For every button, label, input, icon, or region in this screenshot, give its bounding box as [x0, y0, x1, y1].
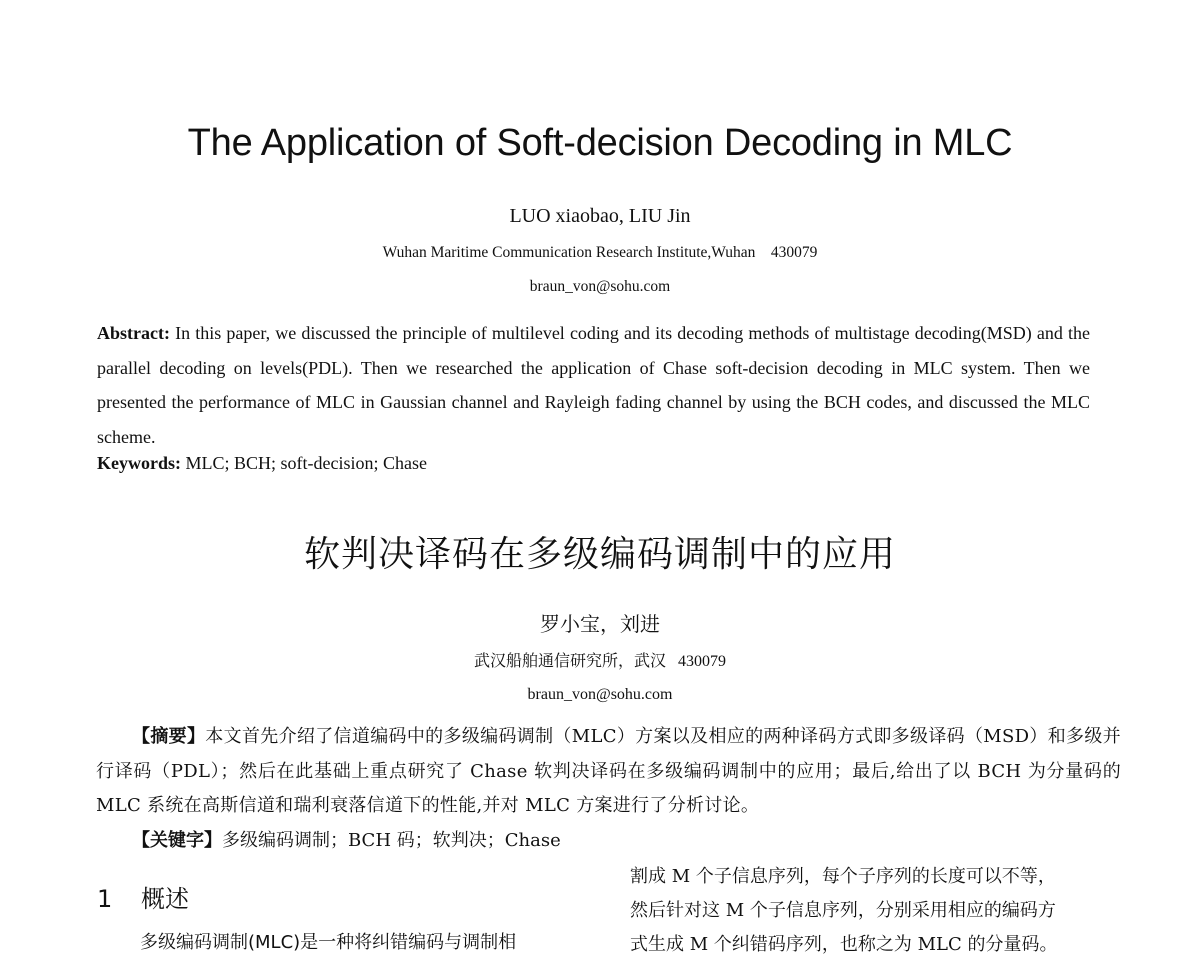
right-column-line: 割成 M 个子信息序列，每个子序列的长度可以不等， [630, 866, 1056, 887]
left-column-text: 多级编码调制(MLC)是一种将纠错编码与调制相 [140, 932, 517, 953]
section-title: 概述 [141, 885, 189, 913]
right-column-line: 然后针对这 M 个子信息序列，分别采用相应的编码方 [630, 900, 1056, 921]
english-abstract-label: Abstract: [97, 323, 170, 343]
chinese-abstract [96, 720, 1121, 824]
english-authors: LUO xiaobao, LIU Jin [509, 205, 691, 227]
chinese-keywords-label: 【关键字】 [132, 830, 222, 851]
section-number: 1 [97, 885, 113, 913]
chinese-abstract-label: 【摘要】 [132, 726, 206, 747]
english-affiliation: Wuhan Maritime Communication Research Institute,Wuhan 430079 [382, 244, 818, 261]
right-column-text [630, 860, 1125, 962]
section-heading [97, 879, 189, 914]
english-keywords-label: Keywords: [97, 453, 181, 473]
chinese-keywords-text: 多级编码调制；BCH 码；软判决；Chase [222, 830, 561, 851]
english-title: The Application of Soft-decision Decoding in MLC [187, 122, 1013, 164]
chinese-email: braun_von@sohu.com [527, 686, 673, 703]
english-abstract-text: In this paper, we discussed the principle of multilevel coding and its decoding methods of multistage decoding(MSD) and the parallel decoding on levels(PDL). Then we researched the application of Chase soft-decision decoding in MLC system. Then we presented the performance of MLC in Gaussian channel and Rayleigh fading channel by using the BCH codes, and discussed the MLC scheme. [97, 323, 1090, 447]
english-abstract [97, 316, 1090, 454]
english-keywords [97, 453, 427, 474]
chinese-keywords [132, 826, 561, 852]
english-email: braun_von@sohu.com [529, 278, 671, 295]
chinese-abstract-text: 本文首先介绍了信道编码中的多级编码调制（MLC）方案以及相应的两种译码方式即多级译码（MSD）和多级并行译码（PDL）；然后在此基础上重点研究了 Chase 软判决译码在多级编码调制中的应用；最后,给出了以 BCH 为分量码的 MLC 系统在高斯信道和瑞利衰落信道下的性能,并对 MLC 方案进行了分析讨论。 [96, 726, 1121, 816]
right-column-line: 式生成 M 个纠错码序列，也称之为 MLC 的分量码。 [630, 934, 1058, 955]
chinese-affiliation: 武汉船舶通信研究所，武汉 430079 [473, 653, 726, 670]
english-keywords-text: MLC; BCH; soft-decision; Chase [181, 453, 427, 473]
chinese-title: 软判决译码在多级编码调制中的应用 [303, 534, 896, 575]
chinese-authors: 罗小宝，刘进 [540, 612, 660, 636]
